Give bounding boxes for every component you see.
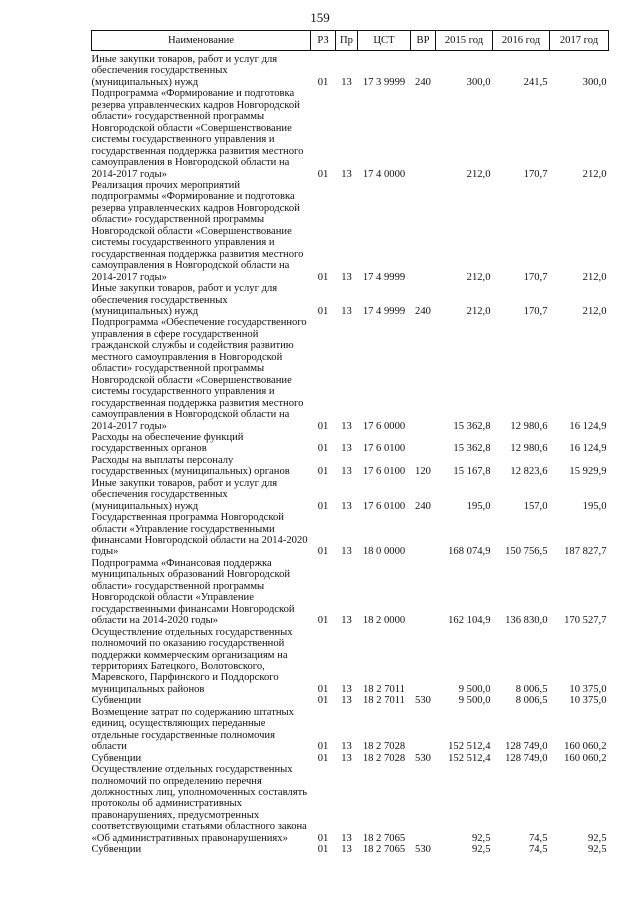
table-row xyxy=(92,707,609,753)
row-cst: 17 6 0100 xyxy=(362,500,406,512)
row-2017: 92,5 xyxy=(587,844,607,856)
row-pr: 13 xyxy=(341,305,352,317)
row-name: Субвенции xyxy=(91,844,142,856)
row-name: Государственная программа Новгородской области «Управление государственными финансами Новгородской области на 2014-2020 годы» xyxy=(91,512,308,558)
row-rz: 01 xyxy=(317,615,329,627)
row-name: Осуществление отдельных государственных полномочий по оказанию государственной поддержки коммерческим организациям на территориях Батецкого, Волотовского, Маревского, Парфинского и Поддорского муниципальных районов xyxy=(91,626,293,695)
row-2015: 212,0 xyxy=(466,271,491,283)
row-2017: 187 827,7 xyxy=(564,546,607,558)
row-rz: 01 xyxy=(317,695,329,707)
row-cst: 18 2 7065 xyxy=(362,844,406,856)
row-vr xyxy=(411,764,436,844)
row-pr: 13 xyxy=(341,683,352,695)
row-pr: 13 xyxy=(341,76,352,88)
row-name: Подпрограмма «Финансовая поддержка муниципальных образований Новгородской области» государственной программы Новгородской области «Управление государственными финансами Новгородской области на 2014-2020 годы» xyxy=(91,557,295,627)
row-2017: 15 929,9 xyxy=(569,466,607,478)
row-rz: 01 xyxy=(317,420,329,432)
row-name: Расходы на обеспечение функций государственных органов xyxy=(91,431,244,455)
row-2017: 92,5 xyxy=(587,832,607,844)
row-cst: 17 6 0100 xyxy=(362,466,406,478)
row-name: Реализация прочих мероприятий подпрограммы «Формирование и подготовка резерва управленческих кадров Новгородской области» государственной программы Новгородской области «Совершенствование системы государственного управления и государственная поддержка развития местного самоуправления в Новгородской области на 2014-2017 годы» xyxy=(91,179,304,283)
row-rz: 01 xyxy=(317,305,329,317)
row-2017: 10 375,0 xyxy=(569,695,607,707)
row-cst: 17 6 0100 xyxy=(362,443,406,455)
row-cst: 18 2 7011 xyxy=(363,695,405,707)
row-vr xyxy=(411,432,436,455)
row-vr: 240 xyxy=(415,76,431,88)
row-name: Иные закупки товаров, работ и услуг для обеспечения государственных (муниципальных) нужд xyxy=(91,477,278,512)
header-cst: ЦСТ xyxy=(358,31,411,51)
row-2016: 8 006,5 xyxy=(515,683,548,695)
row-2016: 8 006,5 xyxy=(515,695,548,707)
row-2015: 195,0 xyxy=(466,500,491,512)
table-row xyxy=(92,695,609,706)
table-row xyxy=(92,180,609,283)
row-2017: 160 060,2 xyxy=(564,752,607,764)
row-2017: 16 124,9 xyxy=(569,420,607,432)
row-2016: 128 749,0 xyxy=(505,752,548,764)
row-2016: 157,0 xyxy=(523,500,548,512)
row-name: Субвенции xyxy=(91,752,142,764)
row-vr: 240 xyxy=(415,500,431,512)
row-rz: 01 xyxy=(317,168,329,180)
row-name: Субвенции xyxy=(91,695,142,707)
row-2015: 152 512,4 xyxy=(448,741,491,753)
row-name: Подпрограмма «Формирование и подготовка резерва управленческих кадров Новгородской области» государственной программы Новгородской области «Совершенствование системы государственного управления и государственная поддержка развития местного самоуправления в Новгородской области на 2014-2017 годы» xyxy=(91,88,304,180)
row-2016: 74,5 xyxy=(528,844,548,856)
header-2017: 2017 год xyxy=(550,31,609,51)
row-2017: 195,0 xyxy=(582,500,607,512)
row-2015: 162 104,9 xyxy=(448,615,491,627)
row-rz: 01 xyxy=(317,466,329,478)
table-row xyxy=(92,512,609,558)
row-vr: 240 xyxy=(415,305,431,317)
header-name: Наименование xyxy=(92,31,311,51)
row-2016: 170,7 xyxy=(523,271,548,283)
row-rz: 01 xyxy=(317,500,329,512)
table-row xyxy=(92,283,609,317)
row-2016: 12 823,6 xyxy=(510,466,548,478)
row-pr: 13 xyxy=(341,546,352,558)
row-cst: 18 2 7065 xyxy=(362,832,406,844)
table-body xyxy=(92,51,609,856)
row-name: Возмещение затрат по содержанию штатных единиц, осуществляющих переданные отдельные государственные полномочия области xyxy=(91,706,294,753)
row-cst: 18 2 7028 xyxy=(362,752,406,764)
row-2015: 9 500,0 xyxy=(458,695,491,707)
row-2016: 128 749,0 xyxy=(505,741,548,753)
row-2015: 212,0 xyxy=(466,168,491,180)
row-name: Иные закупки товаров, работ и услуг для обеспечения государственных (муниципальных) нужд xyxy=(91,283,278,317)
table-row xyxy=(92,88,609,180)
row-cst: 18 0 0000 xyxy=(362,546,406,558)
row-name: Расходы на выплаты персоналу государственных (муниципальных) органов xyxy=(91,454,290,478)
row-vr: 530 xyxy=(415,695,431,707)
table-row xyxy=(92,764,609,844)
table-row xyxy=(92,51,609,89)
table-row xyxy=(92,455,609,478)
table-row xyxy=(92,317,609,432)
row-name: Осуществление отдельных государственных полномочий по определению перечня должностных лиц, уполномоченных составлять протоколы об административных правонарушениях, предусмотренных соответствующими статьями областного закона «Об административных правонарушениях» xyxy=(91,764,308,844)
row-2015: 15 167,8 xyxy=(453,466,491,478)
row-cst: 18 2 7011 xyxy=(363,683,405,695)
row-pr: 13 xyxy=(341,466,352,478)
row-pr: 13 xyxy=(341,443,352,455)
row-rz: 01 xyxy=(317,832,329,844)
row-pr: 13 xyxy=(341,741,352,753)
row-2015: 212,0 xyxy=(466,305,491,317)
row-rz: 01 xyxy=(317,271,329,283)
row-2017: 170 527,7 xyxy=(564,615,607,627)
row-rz: 01 xyxy=(317,844,329,856)
row-2015: 92,5 xyxy=(471,844,491,856)
row-vr: 530 xyxy=(415,844,431,856)
row-pr: 13 xyxy=(341,844,352,856)
row-pr: 13 xyxy=(341,752,352,764)
row-rz: 01 xyxy=(317,683,329,695)
row-2017: 160 060,2 xyxy=(564,741,607,753)
row-2015: 168 074,9 xyxy=(448,546,491,558)
page-number: 159 xyxy=(310,10,330,25)
row-2015: 15 362,8 xyxy=(453,420,491,432)
row-rz: 01 xyxy=(317,76,329,88)
table-row xyxy=(92,558,609,627)
row-pr: 13 xyxy=(341,271,352,283)
row-2016: 12 980,6 xyxy=(510,443,548,455)
header-pr: Пр xyxy=(336,31,358,51)
row-2015: 92,5 xyxy=(471,832,491,844)
header-vr: ВР xyxy=(411,31,436,51)
table-row xyxy=(92,478,609,512)
row-2016: 74,5 xyxy=(528,832,548,844)
row-2016: 136 830,0 xyxy=(505,615,548,627)
row-2017: 212,0 xyxy=(582,271,607,283)
row-cst: 17 6 0000 xyxy=(362,420,406,432)
table-row xyxy=(92,627,609,696)
row-pr: 13 xyxy=(341,615,352,627)
row-pr: 13 xyxy=(341,500,352,512)
row-rz: 01 xyxy=(317,546,329,558)
table-row xyxy=(92,844,609,855)
budget-table xyxy=(91,30,609,856)
row-2017: 16 124,9 xyxy=(569,443,607,455)
header-rz: РЗ xyxy=(311,31,336,51)
row-cst: 17 3 9999 xyxy=(362,76,406,88)
table-row xyxy=(92,432,609,455)
row-2015: 9 500,0 xyxy=(458,683,491,695)
row-cst: 17 4 9999 xyxy=(362,305,406,317)
row-2015: 152 512,4 xyxy=(448,752,491,764)
row-rz: 01 xyxy=(317,443,329,455)
row-vr xyxy=(411,558,436,627)
row-2017: 10 375,0 xyxy=(569,683,607,695)
row-pr: 13 xyxy=(341,420,352,432)
header-2015: 2015 год xyxy=(436,31,493,51)
row-2015: 15 362,8 xyxy=(453,443,491,455)
row-pr: 13 xyxy=(341,832,352,844)
row-vr xyxy=(411,180,436,283)
row-vr: 120 xyxy=(415,466,431,478)
row-2016: 170,7 xyxy=(523,305,548,317)
row-pr: 13 xyxy=(341,168,352,180)
row-vr xyxy=(411,88,436,180)
row-2017: 212,0 xyxy=(582,305,607,317)
row-2016: 150 756,5 xyxy=(505,546,548,558)
row-vr xyxy=(411,707,436,753)
header-2016: 2016 год xyxy=(493,31,550,51)
row-rz: 01 xyxy=(317,741,329,753)
row-2016: 170,7 xyxy=(523,168,548,180)
row-vr xyxy=(411,317,436,432)
row-2017: 212,0 xyxy=(582,168,607,180)
row-vr: 530 xyxy=(415,752,431,764)
row-cst: 17 4 0000 xyxy=(362,168,406,180)
row-vr xyxy=(411,512,436,558)
table-row xyxy=(92,753,609,764)
row-2016: 241,5 xyxy=(523,76,548,88)
row-2016: 12 980,6 xyxy=(510,420,548,432)
row-name: Иные закупки товаров, работ и услуг для обеспечения государственных (муниципальных) нужд xyxy=(91,54,278,88)
row-2017: 300,0 xyxy=(582,76,607,88)
row-2015: 300,0 xyxy=(466,76,491,88)
row-pr: 13 xyxy=(341,695,352,707)
table-header-row xyxy=(92,31,609,51)
row-name: Подпрограмма «Обеспечение государственного управления в сфере государственной гражданской службы и содействия развитию местного самоуправления в Новгородской области» государственной программы Новгородской области «Совершенствование системы государственного управления и государственная поддержка развития местного самоуправления в Новгородской области на 2014-2017 годы» xyxy=(91,317,307,432)
row-cst: 18 2 0000 xyxy=(362,615,406,627)
row-cst: 17 4 9999 xyxy=(362,271,406,283)
row-vr xyxy=(411,627,436,696)
row-cst: 18 2 7028 xyxy=(362,741,406,753)
row-rz: 01 xyxy=(317,752,329,764)
